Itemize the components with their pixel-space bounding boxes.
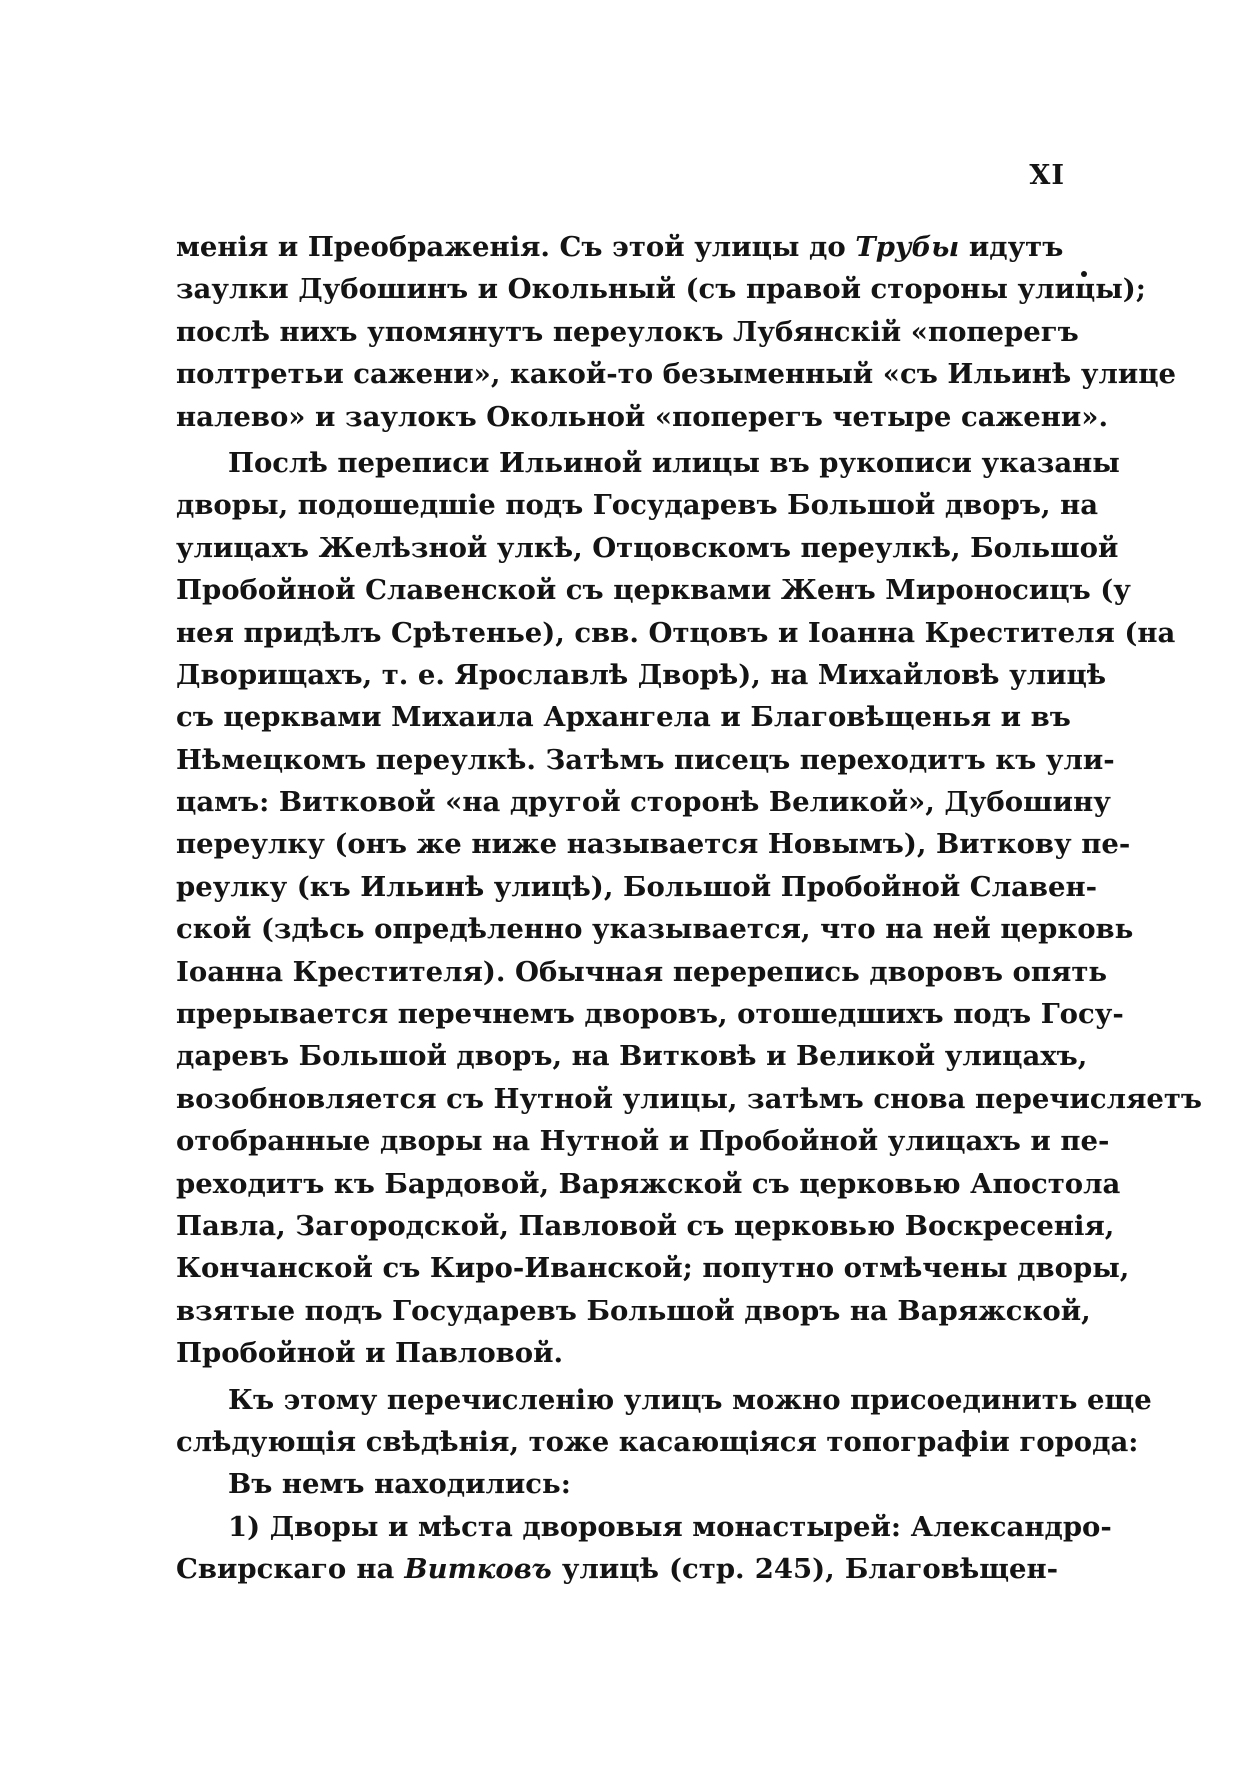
text-line	[176, 311, 1079, 353]
text-segment: прерывается перечнемъ дворовъ, отошедшихъ подъ Госу-	[176, 998, 1124, 1031]
text-segment: реулку (къ Ильинѣ улицѣ), Большой Пробойной Славен-	[176, 870, 1098, 903]
text-line	[176, 1078, 1203, 1120]
text-line	[176, 1332, 1058, 1374]
text-segment: менія и Преображенія. Съ этой улицы до	[176, 231, 856, 263]
text-segment: Послѣ переписи Ильиной илицы въ рукописи указаны	[228, 446, 1120, 479]
text-segment: слѣдующія свѣдѣнія, тоже касающіяся топографіи города:	[176, 1425, 1139, 1458]
text-line	[176, 781, 1111, 823]
text-segment: Павла, Загородской, Павловой съ церковью Воскресенія,	[176, 1209, 1115, 1242]
text-segment: дворы, подошедшіе подъ Государевъ Большой дворъ, на	[176, 489, 1099, 522]
text-line	[176, 1163, 1121, 1205]
text-segment: улицахъ Желѣзной улкѣ, Отцовскомъ переулкѣ, Большой	[176, 531, 1119, 564]
text-segment: послѣ нихъ упомянутъ переулокъ Лубянскій «поперегъ	[176, 315, 1079, 348]
text-segment: цамъ: Витковой «на другой сторонѣ Великой», Дубошину	[176, 786, 1111, 819]
text-segment: заулки Дубошинъ и Окольный (съ правой стороны улицы);	[176, 273, 1146, 306]
text-line	[176, 908, 1134, 950]
text-segment: возобновляется съ Нутной улицы, затѣмъ снова перечисляетъ	[176, 1082, 1203, 1115]
text-line	[176, 696, 1071, 738]
text-segment: Дворищахъ, т. е. Ярославлѣ Дворѣ), на Михайловѣ улицѣ	[176, 658, 1107, 691]
text-line	[176, 1379, 1152, 1421]
text-line	[176, 1463, 1058, 1505]
text-line	[176, 1247, 1130, 1289]
text-line	[176, 823, 1131, 865]
text-line	[176, 569, 1131, 611]
text-segment: нея придѣлъ Срѣтенье), свв. Отцовъ и Іоанна Крестителя (на	[176, 616, 1176, 649]
text-line	[176, 654, 1107, 696]
text-line	[176, 442, 1120, 484]
text-segment: полтретьи сажени», какой-то безыменный «съ Ильинѣ улице	[176, 358, 1177, 391]
text-segment: ской (здѣсь опредѣленно указывается, что на ней церковь	[176, 913, 1134, 946]
text-line	[176, 739, 1115, 781]
text-line	[176, 396, 1109, 438]
text-line	[176, 484, 1099, 526]
page-number: XI	[1029, 160, 1065, 191]
text-segment: Нѣмецкомъ переулкѣ. Затѣмъ писецъ переходитъ къ ули-	[176, 743, 1115, 776]
text-line	[176, 1548, 1058, 1590]
text-segment: Свирскаго на	[176, 1553, 405, 1586]
body-text	[176, 226, 1203, 1591]
text-line	[176, 1205, 1115, 1247]
text-segment: 1) Дворы и мѣста дворовыя монастырей: Александро-	[228, 1510, 1112, 1543]
text-line	[176, 1506, 1112, 1548]
text-segment: Пробойной и Павловой.	[176, 1337, 564, 1370]
text-line	[176, 1120, 1110, 1162]
text-segment: взятые подъ Государевъ Большой дворъ на Варяжской,	[176, 1294, 1091, 1327]
text-segment: переулку (онъ же ниже называется Новымъ), Виткову пе-	[176, 828, 1131, 861]
text-line	[176, 527, 1119, 569]
text-segment: Къ этому перечисленію улицъ можно присоединить еще	[228, 1383, 1152, 1416]
text-segment: Пробойной Славенской съ церквами Женъ Мироносицъ (у	[176, 574, 1131, 607]
text-line	[176, 353, 1177, 395]
text-line	[176, 1290, 1091, 1332]
italic-text: Трубы	[855, 231, 960, 263]
text-segment: улицѣ (стр. 245), Благовѣщен-	[551, 1553, 1058, 1586]
text-line	[176, 951, 1108, 993]
text-line	[176, 993, 1124, 1035]
text-line	[176, 612, 1176, 654]
text-line	[176, 226, 1064, 268]
text-line	[176, 866, 1098, 908]
text-segment: даревъ Большой дворъ, на Витковѣ и Великой улицахъ,	[176, 1040, 1088, 1073]
text-segment: Іоанна Крестителя). Обычная перерепись дворовъ опять	[176, 955, 1108, 988]
italic-text: Витковъ	[404, 1553, 552, 1586]
text-segment: налево» и заулокъ Окольной «поперегъ четыре сажени».	[176, 400, 1109, 433]
text-line	[176, 1421, 1139, 1463]
text-segment: реходитъ къ Бардовой, Варяжской съ церковью Апостола	[176, 1167, 1121, 1200]
text-segment: Въ немъ находились:	[228, 1468, 571, 1501]
text-segment: съ церквами Михаила Архангела и Благовѣщенья и въ	[176, 701, 1071, 734]
text-line	[176, 1035, 1088, 1077]
text-segment: Кончанской съ Киро-Иванской; попутно отмѣчены дворы,	[176, 1252, 1130, 1285]
text-line	[176, 268, 1146, 310]
text-segment: идутъ	[959, 231, 1064, 263]
text-segment: отобранные дворы на Нутной и Пробойной улицахъ и пе-	[176, 1125, 1110, 1158]
